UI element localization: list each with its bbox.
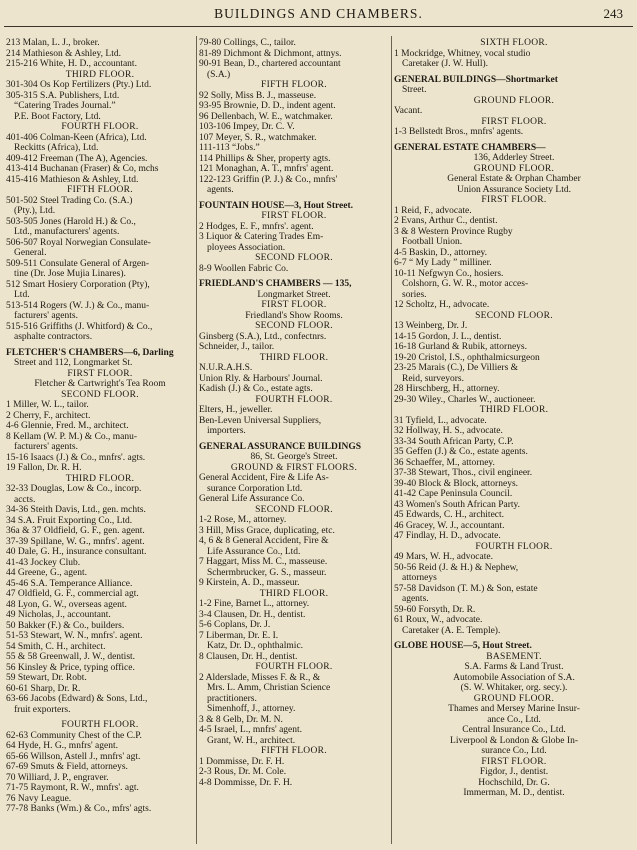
entry-continuation: practitioners. [207, 693, 257, 704]
directory-entry: 4-5 Baskin, D., attorney. [394, 247, 488, 258]
directory-entry: General Estate & Orphan Chamber [447, 174, 581, 184]
directory-column-2 [199, 38, 389, 844]
floor-heading: SECOND FLOOR. [61, 389, 139, 400]
directory-entry: 37-39 Spillane, W. G., mnfrs'. agent. [6, 536, 145, 547]
entry-continuation: Grant, W. H., architect. [207, 735, 296, 746]
directory-entry: 509-511 Consulate General of Argen- [6, 258, 149, 269]
directory-entry: Automobile Association of S.A. [453, 672, 575, 683]
floor-heading: THIRD FLOOR. [259, 588, 329, 599]
floor-heading: BASEMENT. [486, 651, 542, 662]
directory-entry: 64 Hyde, H. G., mnfrs' agent. [6, 741, 118, 751]
entry-continuation: agents. [402, 594, 429, 604]
entry-continuation: Street. [402, 85, 427, 95]
building-heading: FOUNTAIN HOUSE—3, Hout Street. [199, 200, 354, 211]
directory-entry: 122-123 Griffin (P. J.) & Co., mnfrs' [199, 174, 338, 185]
directory-column-3 [394, 38, 634, 844]
floor-heading: FIRST FLOOR. [67, 368, 133, 379]
directory-entry: 59-60 Forsyth, Dr. R. [394, 604, 476, 615]
directory-entry: 79-80 Collings, C., tailor. [199, 38, 296, 48]
directory-entry: 4, 6 & 8 General Accident, Fire & [199, 536, 329, 546]
entry-continuation: facturers' agents. [14, 442, 78, 452]
directory-entry: 29-30 Wiley., Charles W., auctioneer. [394, 394, 536, 405]
directory-entry: 1-2 Fine, Barnet L., attorney. [199, 599, 310, 609]
directory-entry: Union Assurance Society Ltd. [457, 184, 571, 195]
directory-entry: 213 Malan, L. J., broker. [6, 38, 100, 48]
directory-entry: 45 Edwards, C. H., architect. [394, 510, 505, 520]
directory-entry: 51-53 Stewart, W. N., mnfrs'. agent. [6, 631, 143, 641]
directory-entry: 513-514 Rogers (W. J.) & Co., manu- [6, 300, 150, 311]
directory-entry: Ginsberg (S.A.), Ltd., confectnrs. [199, 331, 327, 342]
directory-entry: 45-46 S.A. Temperance Alliance. [6, 578, 133, 589]
directory-entry: 28 Hirschberg, H., attorney. [394, 384, 500, 394]
directory-entry: 34 S.A. Fruit Exporting Co., Ltd. [6, 515, 133, 526]
building-heading: GENERAL ESTATE CHAMBERS— [394, 142, 546, 153]
entry-continuation: (S.A.) [207, 69, 231, 80]
directory-entry: 1 Mockridge, Whitney, vocal studio [394, 48, 531, 59]
directory-entry: 50 Bakker (F.) & Co., builders. [6, 620, 125, 631]
floor-heading: FOURTH FLOOR. [61, 122, 139, 132]
directory-column-1 [6, 38, 194, 844]
floor-heading: SECOND FLOOR. [255, 504, 333, 515]
entry-continuation: Ltd., manufacturers' agents. [14, 227, 120, 237]
running-head [0, 6, 637, 24]
floor-heading: FOURTH FLOOR. [255, 394, 333, 405]
directory-entry: 19 Fallon, Dr. R. H. [6, 463, 82, 473]
directory-entry: 401-406 Colman-Keen (Africa), Ltd. [6, 132, 147, 143]
directory-entry: Union Rly. & Harbours' Journal. [199, 373, 323, 384]
directory-entry: 23-25 Marais (C.), De Villiers & [394, 363, 519, 373]
directory-entry: (S. W. Whitaker, org. secy.). [460, 683, 568, 693]
floor-heading: FIRST FLOOR. [261, 211, 327, 221]
directory-entry: 81-89 Dichmont & Dichmont, attnys. [199, 48, 342, 59]
entry-continuation: Ltd. [14, 290, 30, 300]
directory-entry: 1-3 Bellstedt Bros., mnfrs' agents. [394, 127, 524, 137]
directory-entry: 70 Williard, J. P., engraver. [6, 772, 109, 783]
directory-entry: 9 Kirstein, A. D., masseur. [199, 578, 300, 588]
directory-entry: 3 Hill, Miss Grace, duplicating, etc. [199, 525, 335, 536]
entry-continuation: Schermbrucker, G. S., masseur. [207, 567, 327, 578]
directory-entry: 103-106 Impey, Dr. C. V. [199, 122, 295, 132]
directory-entry: 93-95 Brownie, D. D., indent agent. [199, 101, 336, 111]
directory-entry: 14-15 Gordon, J. L., dentist. [394, 331, 502, 342]
building-heading: FRIEDLAND'S CHAMBERS — 135, [199, 279, 352, 289]
directory-entry: 55 & 58 Greenwall, J. W., dentist. [6, 652, 136, 662]
directory-entry: 114 Phillips & Sher, property agts. [199, 153, 331, 164]
directory-entry: 12 Scholtz, H., advocate. [394, 300, 490, 310]
entry-continuation: Colshorn, G. W. R., motor acces- [402, 279, 529, 289]
entry-continuation: Football Union. [402, 237, 463, 247]
directory-entry: 90-91 Bean, D., chartered accountant [199, 59, 341, 69]
entry-continuation: Caretaker (J. W. Hull). [402, 59, 489, 69]
directory-entry: 59 Stewart, Dr. Robt. [6, 673, 87, 683]
floor-heading: GROUND FLOOR. [473, 95, 555, 106]
floor-heading: THIRD FLOOR. [259, 352, 329, 363]
directory-entry: 37-38 Stewart, Thos., civil engineer. [394, 468, 533, 478]
entry-continuation: accts. [14, 494, 36, 505]
directory-entry: 41-42 Cape Peninsula Council. [394, 489, 513, 499]
entry-continuation: Simenhoff, J., attorney. [207, 704, 296, 714]
entry-continuation: P.E. Boot Factory, Ltd. [14, 111, 101, 122]
entry-continuation: Life Assurance Co., Ltd. [207, 546, 301, 557]
directory-entry: 15-16 Isaacs (J.) & Co., mnfrs'. agts. [6, 452, 146, 463]
directory-entry: 33-34 South African Party, C.P. [394, 436, 514, 447]
floor-heading: FIFTH FLOOR. [261, 746, 327, 756]
directory-entry: 1 Dommisse, Dr. F. H. [199, 756, 285, 767]
directory-entry: 71-75 Raymont, R. W., mnfrs'. agt. [6, 783, 139, 793]
entry-continuation: facturers' agents. [14, 311, 78, 321]
floor-heading: FIRST FLOOR. [481, 116, 547, 127]
directory-entry: 2 Cherry, F., architect. [6, 410, 91, 421]
entry-continuation: Caretaker (A. E. Temple). [402, 625, 501, 636]
directory-entry: 60-61 Sharp, Dr. R. [6, 683, 81, 694]
directory-entry: 13 Weinberg, Dr. J. [394, 321, 468, 331]
entry-continuation: Katz, Dr. D., ophthalmic. [207, 641, 304, 651]
floor-heading: FIRST FLOOR. [261, 300, 327, 310]
directory-entry: 2 Alderslade, Misses F. & R., & [199, 672, 321, 683]
directory-entry: Hochschild, Dr. G. [478, 777, 550, 788]
directory-entry: 36 Schaeffer, M., attorney. [394, 457, 495, 468]
directory-entry: 3 Liquor & Catering Trades Em- [199, 232, 324, 242]
directory-entry: 39-40 Block & Block, attorneys. [394, 478, 519, 489]
directory-entry: 136, Adderley Street. [473, 153, 555, 163]
directory-entry: 16-18 Gurland & Rubik, attorneys. [394, 342, 527, 352]
entry-continuation: surance Corporation Ltd. [207, 483, 303, 494]
directory-entry: 5-6 Coplans, Dr. J. [199, 620, 271, 630]
directory-entry: 121 Monaghan, A. T., mnfrs' agent. [199, 164, 334, 174]
directory-entry: 6-7 “ My Lady ” milliner. [394, 258, 492, 268]
directory-entry: 8-9 Woollen Fabric Co. [199, 263, 289, 274]
directory-entry: 61 Roux, W., advocate. [394, 615, 483, 625]
directory-entry: 4-8 Dommisse, Dr. F. H. [199, 777, 293, 788]
directory-entry: 47 Oldfield, G. F., commercial agt. [6, 589, 139, 599]
directory-entry: 7 Haggart, Miss M. C., masseuse. [199, 557, 328, 567]
directory-entry: 3 & 8 Western Province Rugby [394, 226, 513, 237]
directory-entry: 214 Mathieson & Ashley, Ltd. [6, 48, 121, 59]
directory-entry: 54 Smith, C. H., architect. [6, 641, 106, 652]
building-heading: GLOBE HOUSE—5, Hout Street. [394, 641, 532, 651]
directory-entry: 3 & 8 Gelb, Dr. M. N. [199, 714, 283, 725]
entry-continuation: sories. [402, 289, 427, 300]
directory-entry: 32 Hollway, H. S., advocate. [394, 426, 503, 436]
floor-heading: THIRD FLOOR. [65, 473, 135, 484]
directory-entry: 515-516 Griffiths (J. Whitford) & Co., [6, 321, 153, 332]
directory-entry: Central Insurance Co., Ltd. [462, 725, 566, 735]
building-heading: FLETCHER'S CHAMBERS—6, Darling [6, 347, 174, 358]
directory-entry: 48 Lyon, G. W., overseas agent. [6, 599, 127, 610]
directory-entry: 86, St. George's Street. [250, 452, 338, 462]
directory-entry: 67-69 Smuts & Field, attorneys. [6, 762, 128, 772]
directory-entry: 111-113 “Jobs.” [199, 143, 260, 153]
directory-entry: Kadish (J.) & Co., estate agts. [199, 384, 313, 394]
floor-heading: THIRD FLOOR. [479, 405, 549, 415]
directory-entry: 40 Dale, G. H., insurance consultant. [6, 547, 147, 557]
entry-continuation: (Pty.), Ltd. [14, 206, 56, 216]
directory-entry: 2 Hodges, E. F., mnfrs'. agent. [199, 221, 314, 232]
directory-entry: 56 Kinsley & Price, typing office. [6, 662, 135, 673]
directory-entry: N.U.R.A.H.S. [199, 363, 253, 373]
directory-entry: Schneider, J., tailor. [199, 342, 275, 352]
directory-entry: 415-416 Mathieson & Ashley, Ltd. [6, 174, 139, 185]
directory-entry: 305-315 S.A. Publishers, Ltd. [6, 90, 120, 101]
floor-heading: GROUND FLOOR. [473, 693, 555, 704]
page-title: BUILDINGS AND CHAMBERS. [214, 6, 423, 21]
directory-entry: 409-412 Freeman (The A), Agencies. [6, 153, 148, 164]
building-heading: GENERAL ASSURANCE BUILDINGS [199, 441, 362, 452]
directory-entry: 36a & 37 Oldfield, G. F., gen. agent. [6, 526, 145, 536]
directory-entry: General Accident, Fire & Life As- [199, 473, 329, 483]
directory-entry: 2-3 Rous, Dr. M. Cole. [199, 767, 287, 777]
entry-continuation: fruit exporters. [14, 704, 71, 715]
directory-entry: 34-36 Steith Davis, Ltd., gen. mchts. [6, 505, 146, 515]
entry-continuation: asphalte contractors. [14, 332, 93, 342]
directory-entry: Elters, H., jeweller. [199, 405, 273, 415]
directory-entry: 8 Kellam (W. P. M.) & Co., manu- [6, 431, 138, 442]
floor-heading: FOURTH FLOOR. [255, 662, 333, 672]
page-number: 243 [603, 6, 623, 21]
directory-entry: 57-58 Davidson (T. M.) & Son, estate [394, 583, 538, 594]
directory-entry: General Life Assurance Co. [199, 494, 305, 504]
floor-heading: SECOND FLOOR. [255, 253, 333, 263]
column-divider [196, 36, 197, 844]
entry-continuation: General. [14, 248, 47, 258]
directory-entry: 35 Geffen (J.) & Co., estate agents. [394, 447, 528, 457]
directory-entry: surance Co., Ltd. [481, 746, 547, 756]
directory-entry: S.A. Farms & Land Trust. [464, 662, 564, 672]
directory-entry: Thames and Mersey Marine Insur- [448, 704, 580, 714]
directory-entry: Friedland's Show Rooms. [245, 310, 343, 321]
floor-heading: FIRST FLOOR. [481, 195, 547, 205]
header-rule [4, 26, 633, 27]
directory-entry: 77-78 Banks (Wm.) & Co., mfrs' agts. [6, 804, 152, 814]
directory-entry: 215-216 White, H. D., accountant. [6, 59, 137, 69]
directory-entry: 32-33 Douglas, Low & Co., incorp. [6, 484, 142, 494]
directory-entry: 76 Navy League. [6, 793, 72, 804]
directory-entry: 49 Mars, W. H., advocate. [394, 552, 493, 562]
directory-entry: 2 Evans, Arthur C., dentist. [394, 216, 498, 226]
directory-entry: 503-505 Jones (Harold H.) & Co., [6, 216, 136, 227]
directory-entry: 92 Solly, Miss B. J., masseuse. [199, 90, 317, 101]
directory-entry: Figdor, J., dentist. [479, 767, 549, 777]
floor-heading: FOURTH FLOOR. [61, 720, 139, 730]
directory-entry: Immerman, M. D., dentist. [463, 788, 565, 798]
entry-continuation: attorneys [402, 573, 437, 583]
directory-entry: 501-502 Steel Trading Co. (S.A.) [6, 195, 133, 206]
building-heading: GENERAL BUILDINGS—Shortmarket [394, 74, 558, 85]
entry-continuation: Mrs. L. Amm, Christian Science [207, 683, 331, 693]
directory-entry: 10-11 Nefgwyn Co., hosiers. [394, 268, 504, 279]
entry-continuation: “Catering Trades Journal.” [14, 101, 116, 111]
floor-heading: FIFTH FLOOR. [67, 185, 133, 195]
directory-entry: 506-507 Royal Norwegian Consulate- [6, 237, 151, 248]
directory-entry: 19-20 Cristol, I.S., ophthalmicsurgeon [394, 352, 540, 363]
entry-continuation: Reckitts (Africa), Ltd. [14, 143, 99, 153]
directory-entry: 107 Meyer, S. R., watchmaker. [199, 132, 317, 143]
floor-heading: FIFTH FLOOR. [261, 80, 327, 90]
directory-entry: 3-4 Clausen, Dr. H., dentist. [199, 609, 306, 620]
directory-entry: 49 Nicholas, J., accountant. [6, 610, 111, 620]
directory-entry: 7 Liberman, Dr. E. I. [199, 630, 279, 641]
directory-entry: 4-6 Glennie, Fred. M., architect. [6, 421, 129, 431]
directory-entry: 512 Smart Hosiery Corporation (Pty), [6, 279, 150, 290]
floor-heading: SIXTH FLOOR. [480, 38, 548, 48]
directory-entry: Liverpool & London & Globe In- [450, 735, 578, 746]
directory-entry: 31 Tyfield, L., advocate. [394, 415, 487, 426]
floor-heading: SECOND FLOOR. [255, 321, 333, 331]
floor-heading: THIRD FLOOR. [65, 69, 135, 80]
floor-heading: FOURTH FLOOR. [475, 541, 553, 552]
directory-entry: 46 Gracey, W. J., accountant. [394, 520, 505, 531]
directory-entry: 63-66 Jacobs (Edward) & Sons, Ltd., [6, 694, 148, 704]
directory-entry: Ben-Leven Universal Suppliers, [199, 415, 322, 426]
directory-entry: 47 Findlay, H. D., advocate. [394, 531, 501, 541]
directory-entry: 50-56 Reid (J. & H.) & Nephew, [394, 562, 519, 573]
directory-entry: 43 Women's South African Party. [394, 499, 521, 510]
directory-entry: Vacant. [394, 106, 423, 116]
floor-heading: SECOND FLOOR. [475, 310, 553, 321]
directory-entry: ance Co., Ltd. [487, 714, 541, 725]
directory-entry: 62-63 Community Chest of the C.P. [6, 730, 142, 741]
directory-entry: 96 Dellenbach, W. E., watchmaker. [199, 111, 333, 122]
entry-continuation: importers. [207, 426, 246, 436]
column-divider [391, 36, 392, 844]
directory-entry: 8 Clausen, Dr. H., dentist. [199, 651, 298, 662]
directory-entry: 301-304 Os Kop Fertilizers (Pty.) Ltd. [6, 80, 152, 90]
directory-entry: 1 Miller, W. L., tailor. [6, 400, 89, 410]
directory-entry: Longmarket Street. [257, 289, 331, 300]
floor-heading: GROUND FLOOR. [473, 163, 555, 174]
directory-entry: 65-66 Willson, Astell J., mnfrs' agt. [6, 751, 141, 762]
entry-continuation: Street and 112, Longmarket St. [14, 358, 133, 368]
directory-entry: 4-5 Israel, L., mnfrs' agent. [199, 725, 303, 735]
directory-entry: 1-2 Rose, M., attorney. [199, 515, 287, 525]
directory-entry: 413-414 Buchanan (Fraser) & Co, mchs [6, 164, 159, 174]
floor-heading: GROUND & FIRST FLOORS. [230, 462, 358, 473]
entry-continuation: ployees Association. [207, 242, 286, 253]
entry-continuation: agents. [207, 185, 234, 195]
directory-entry: 44 Greene, G., agent. [6, 568, 87, 578]
directory-entry: 41-43 Jockey Club. [6, 557, 81, 568]
floor-heading: FIRST FLOOR. [481, 756, 547, 767]
entry-continuation: tine (Dr. Jose Mujia Linares). [14, 269, 126, 279]
directory-entry: Fletcher & Cartwright's Tea Room [34, 379, 166, 389]
entry-continuation: Reid, surveyors. [402, 373, 465, 384]
directory-entry: 1 Reid, F., advocate. [394, 205, 472, 216]
